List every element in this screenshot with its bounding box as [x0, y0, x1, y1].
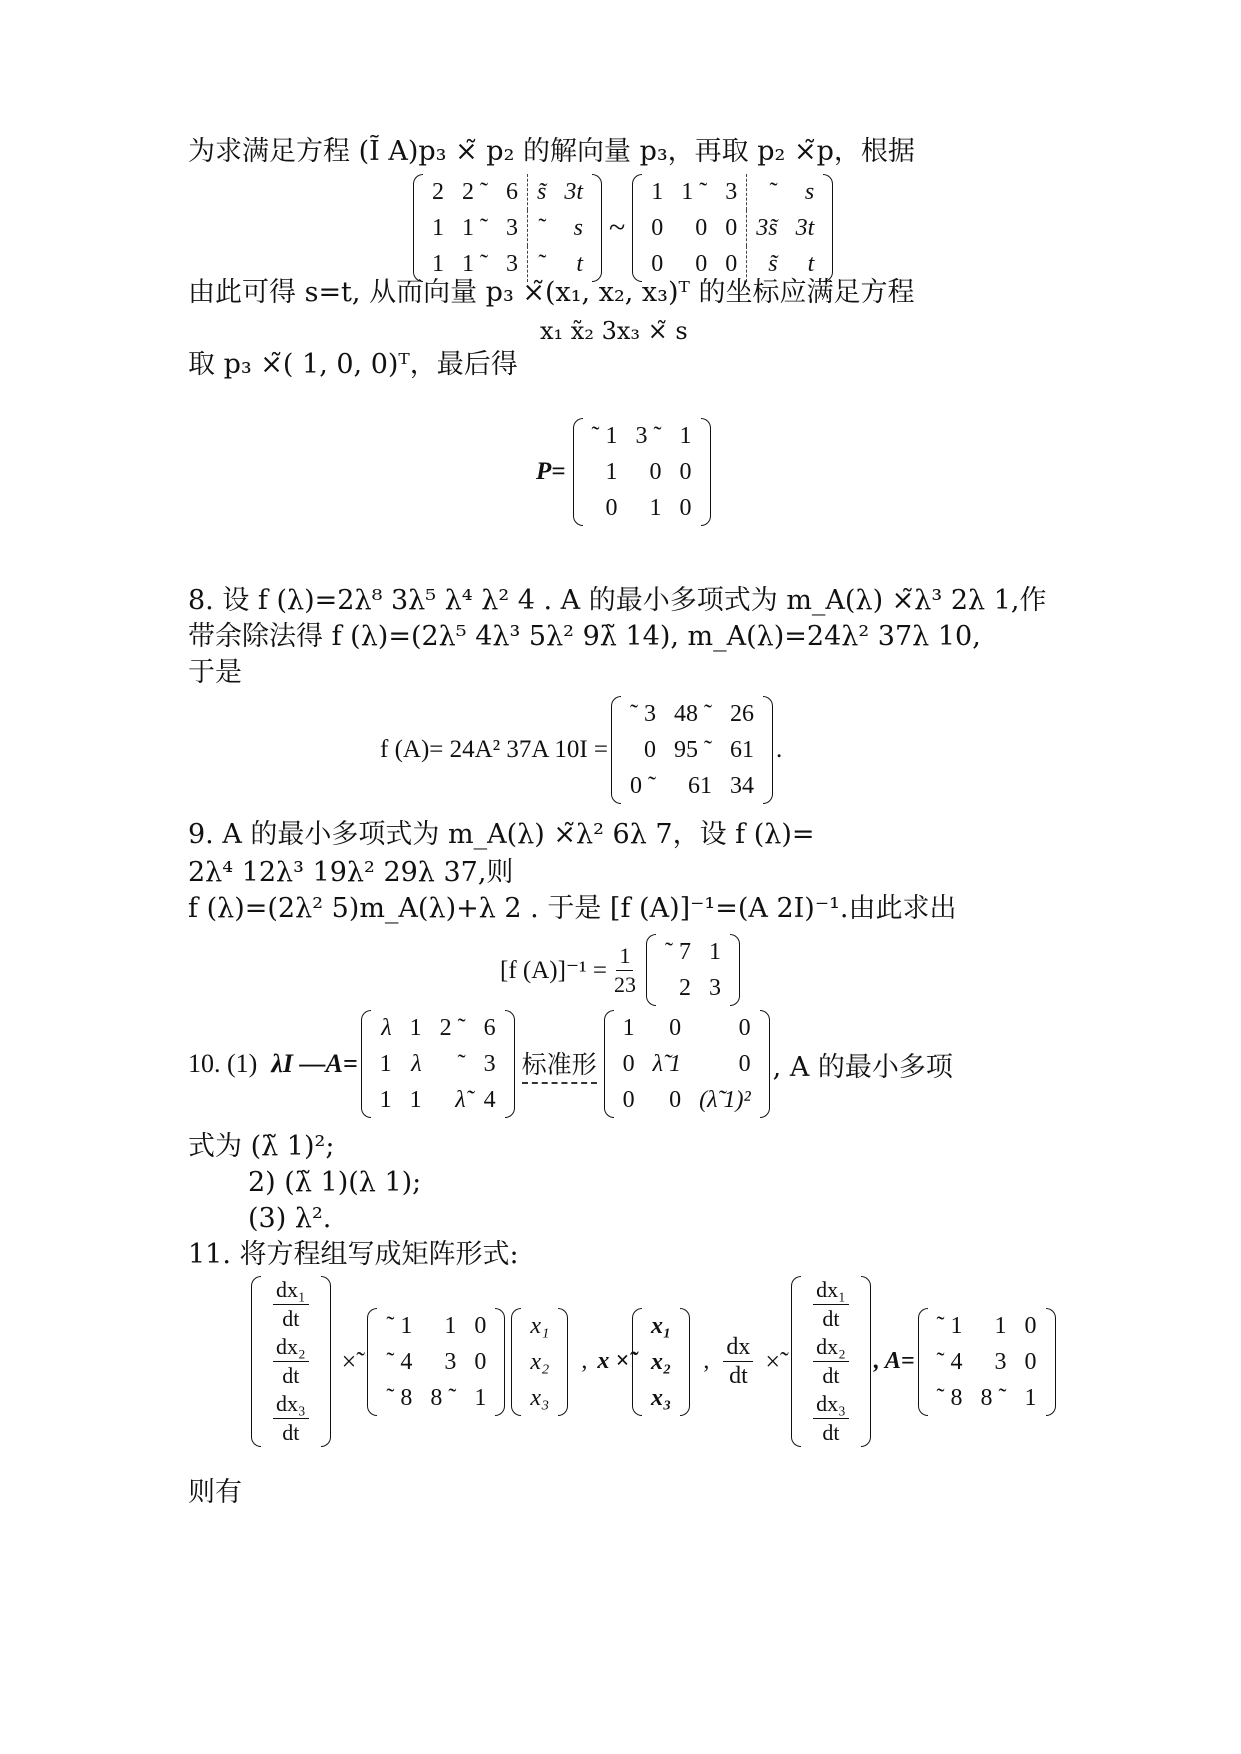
matrix-cell: 1 [432, 215, 444, 241]
matrix-row [371, 1082, 505, 1118]
matrix-cell: 6 [506, 179, 518, 205]
matrix-row [423, 210, 592, 246]
matrix-cell: ˜ [528, 210, 556, 246]
text-line: 11. 将方程组写成矩阵形式: [188, 1239, 519, 1270]
text-line: 于是 [188, 657, 242, 688]
matrix-cell: 26 [730, 701, 755, 727]
matrix-cell: 0 [1024, 1312, 1037, 1339]
matrix-cell: 3 [725, 179, 738, 205]
matrix-cell: s̃ [528, 174, 556, 210]
matrix-cell: 61 [730, 737, 755, 763]
matrix-cell: 2 [432, 179, 444, 205]
matrix-row [621, 768, 763, 804]
matrix-cell: 0 [474, 1348, 487, 1375]
matrix-cell: x₃ [530, 1384, 550, 1411]
matrix-table [371, 1010, 505, 1118]
matrix-table [423, 174, 592, 282]
matrix-cell: 1 [379, 1087, 392, 1113]
matrix-cell: ˜ 8 [386, 1384, 413, 1411]
matrix-cell: ˜ 8 [936, 1384, 963, 1411]
matrix-row [377, 1344, 495, 1380]
matrix-cell: 95 ˜ [674, 737, 713, 763]
matrix-cell: 8 ˜ [980, 1384, 1007, 1411]
matrix-cell: 1 [409, 1087, 422, 1113]
matrix-cell: s̃ [747, 246, 787, 282]
matrix-cell: 0 [679, 459, 692, 485]
matrix-row [583, 490, 701, 526]
matrix-row [928, 1380, 1046, 1416]
matrix-cell: 1 ˜ [462, 215, 488, 241]
matrix-cell: 1 [432, 251, 444, 277]
text-line: f (λ)=(2λ² 5)m_A(λ)+λ 2 . 于是 [f (A)]⁻¹=(A 2I)⁻¹.由此求出 [188, 893, 957, 924]
text-line: 2) (λ̃ 1)(λ 1); [248, 1167, 422, 1198]
matrix-table [614, 1010, 760, 1118]
matrix-cell: 0 [474, 1312, 487, 1339]
text-line: 式为 (λ̃ 1)²; [188, 1131, 335, 1162]
matrix-cell: (λ̃ 1)² [699, 1087, 751, 1113]
standard-form-label: 标准形 [522, 1045, 597, 1084]
matrix-row [642, 1344, 680, 1380]
matrix-cell: ˜ 4 [936, 1348, 963, 1375]
matrix-cell: 1 [708, 939, 721, 965]
matrix-cell: 1 [651, 179, 664, 205]
matrix-row [521, 1380, 558, 1416]
similar-symbol: ~ [609, 211, 626, 244]
matrix-cell: 3 ˜ [635, 423, 662, 449]
matrix-cell: s [804, 179, 815, 205]
matrix-cell: 4 [483, 1087, 496, 1113]
matrix-table [928, 1308, 1046, 1416]
matrix-row [642, 1380, 680, 1416]
matrix-cell: x₂ [651, 1348, 672, 1375]
matrix-row [521, 1308, 558, 1344]
matrix-row [371, 1010, 505, 1046]
matrix-table [377, 1308, 495, 1416]
matrix-cell: 3 [506, 215, 518, 241]
matrix-cell: 1 ˜ [462, 251, 488, 277]
matrix-cell: 3 [506, 251, 518, 277]
matrix-row [642, 1308, 680, 1344]
matrix-row [928, 1344, 1046, 1380]
matrix-table [642, 1308, 680, 1416]
matrix-p [536, 418, 714, 526]
matrix-cell: λ̃ 1 [652, 1051, 682, 1077]
matrix-row [928, 1308, 1046, 1344]
matrix-cell: 1 [622, 1015, 635, 1041]
matrix-cell: s [573, 215, 584, 241]
matrix-cell: 0 [669, 1087, 682, 1113]
matrix-cell: 0 [644, 737, 657, 763]
augmented-matrix-left [413, 174, 602, 282]
matrix-cell: 1 [679, 423, 692, 449]
matrix-cell: ˜ 1 [386, 1312, 413, 1339]
matrix-row [377, 1380, 495, 1416]
matrix-table [521, 1308, 558, 1416]
matrix-cell: λ [381, 1015, 392, 1041]
augmented-matrix-right [632, 174, 833, 282]
lambda-matrix-equation [188, 1010, 953, 1118]
matrix-cell: ˜ 1 [936, 1312, 963, 1339]
matrix-cell: 3 [708, 975, 721, 1001]
matrix-cell: 1 [1024, 1384, 1037, 1411]
matrix-cell: t [576, 251, 584, 277]
matrix-cell: 3 [444, 1348, 457, 1375]
inverse-equation [500, 934, 743, 1006]
matrix-row [583, 454, 701, 490]
matrix-cell: 3s̃ [747, 210, 787, 246]
matrix-cell: 1 [444, 1312, 457, 1339]
matrix-cell: ˜ 7 [664, 939, 691, 965]
matrix-cell: 1 [994, 1312, 1007, 1339]
equation-line: x₁ x̃₂ 3x₃ ×̃ s [540, 317, 688, 345]
matrix-cell: 0 [622, 1087, 635, 1113]
matrix-row [656, 970, 730, 1006]
matrix-cell: 0 [679, 495, 692, 521]
matrix-cell: 3t [795, 215, 815, 241]
matrix-cell: 0 [738, 1015, 751, 1041]
matrix-cell: ˜ 3 [630, 701, 657, 727]
matrix-cell: ˜ 1 [591, 423, 618, 449]
item-number: 10. (1) [188, 1049, 258, 1078]
matrix-cell: 2 ˜ [439, 1015, 466, 1041]
matrix-cell: 0 [622, 1051, 635, 1077]
matrix-row [614, 1082, 760, 1118]
matrix-row [656, 934, 730, 970]
matrix-cell: 0 [725, 251, 738, 277]
fraction: $\frac{1}{23}$ [613, 942, 636, 997]
matrix-cell: 0 [725, 215, 738, 241]
matrix-row [583, 418, 701, 454]
matrix-cell: 0 [651, 251, 664, 277]
matrix-cell: 0 [738, 1051, 751, 1077]
matrix-p-label: P= [536, 458, 566, 485]
matrix-cell: 1 ˜ [681, 179, 708, 205]
matrix-cell: x₁ [530, 1312, 550, 1339]
matrix-table [656, 934, 730, 1006]
matrix-cell: 1 [605, 459, 618, 485]
matrix-row [614, 1046, 760, 1082]
inverse-lhs: [f (A)]⁻¹ = [500, 957, 607, 984]
matrix-cell: λ [411, 1051, 422, 1077]
matrix-cell: 0 [651, 215, 664, 241]
matrix-cell: 1 [474, 1384, 487, 1411]
matrix-row [371, 1046, 505, 1082]
lambda-matrix-lhs: λI —A= [271, 1049, 358, 1078]
matrix-cell: ˜ [528, 246, 556, 282]
matrix-cell: x₁ [651, 1312, 672, 1339]
matrix-row [642, 174, 823, 210]
matrix-table [642, 174, 823, 282]
matrix-cell: x₃ [651, 1384, 672, 1411]
matrix-cell: 48 ˜ [674, 701, 713, 727]
matrix-cell: 3 [483, 1051, 496, 1077]
matrix-row [621, 732, 763, 768]
matrix-row [423, 174, 592, 210]
matrix-row [521, 1344, 558, 1380]
derivative-vector: $\frac{\text{dx₁}}{dt}$ $\frac{\text{dx₂}}{dt}$ $\frac{\text{dx₃}}{dt}$ [251, 1276, 331, 1447]
matrix-cell: t [807, 251, 815, 277]
text-line: 8. 设 f (λ)=2λ⁸ 3λ⁵ λ⁴ λ² 4 . A 的最小多项式为 m_A(λ) ×̃λ³ 2λ 1,作 [188, 585, 1047, 616]
matrix-cell: 0 [1024, 1348, 1037, 1375]
matrix-cell: λ̃ [455, 1087, 466, 1113]
matrix-row [642, 210, 823, 246]
f-of-a-lhs: f (A)= 24A² 37A 10I = [380, 736, 609, 763]
matrix-cell: 0 [649, 459, 662, 485]
matrix-cell: 1 [379, 1051, 392, 1077]
text-line: 9. A 的最小多项式为 m_A(λ) ×̃λ² 6λ 7，设 f (λ)= [188, 819, 815, 850]
text-line: 2λ⁴ 12λ³ 19λ² 29λ 37,则 [188, 857, 514, 888]
matrix-table [621, 696, 763, 804]
text-line: 则有 [188, 1477, 242, 1508]
matrix-cell: 6 [483, 1015, 496, 1041]
minimal-poly-text: , A 的最小多项 [772, 1051, 953, 1083]
matrix-cell: ˜ [457, 1051, 466, 1077]
matrix-cell: 0 [605, 495, 618, 521]
text-line: 取 p₃ ×̃( 1, 0, 0)ᵀ，最后得 [188, 349, 518, 380]
matrix-cell: 0 [695, 251, 708, 277]
text-line: 带余除法得 f (λ)=(2λ⁵ 4λ³ 5λ² 9λ̃ 14), m_A(λ)=24λ² 37λ 10, [188, 621, 981, 652]
f-of-a-equation: f (A)= 24A² 37A 10I = ˜ 3 48 ˜ 26 0 95 ˜ 61 0 ˜ 61 34 . [380, 696, 782, 804]
matrix-cell: 3 [994, 1348, 1007, 1375]
matrix-cell: 1 [409, 1015, 422, 1041]
matrix-table [583, 418, 701, 526]
matrix-cell: 61 [688, 773, 713, 799]
augmented-matrix-reduction [410, 174, 836, 282]
matrix-cell: 0 ˜ [630, 773, 657, 799]
text-line: 为求满足方程 (Ĩ A)p₃ ×̃ p₂ 的解向量 p₃，再取 p₂ ×̃p，根据 [188, 136, 915, 167]
matrix-cell: 8 ˜ [430, 1384, 457, 1411]
matrix-cell: 34 [730, 773, 755, 799]
matrix-cell: 3t [564, 179, 584, 205]
matrix-cell: x₂ [530, 1348, 550, 1375]
matrix-row [621, 696, 763, 732]
matrix-cell: 2 ˜ [462, 179, 488, 205]
text-line: 由此可得 s=t, 从而向量 p₃ ×̃(x₁, x₂, x₃)ᵀ 的坐标应满足方程 [188, 277, 915, 308]
matrix-cell: 0 [695, 215, 708, 241]
matrix-cell: 2 [678, 975, 691, 1001]
matrix-row [377, 1308, 495, 1344]
matrix-cell: 0 [669, 1015, 682, 1041]
text-line: (3) λ². [248, 1203, 332, 1234]
matrix-cell: ˜ [747, 174, 787, 210]
matrix-row [614, 1010, 760, 1046]
ode-system: $\frac{\text{dx₁}}{dt}$ $\frac{\text{dx₂}}{dt}$ $\frac{\text{dx₃}}{dt}$ ×̃ ˜ 1 1 0 ˜ 4 3 0 ˜ 8 8 ˜ 1 x₁ x₂ x₃ , x ×̃ x₁ x₂ x₃ , $\frac{dx}{dt}$ ×̃ $\frac{\text{dx₁}}{dt}$ $\frac{\text{dx₂}}{dt}$ $\frac{\text{dx₃}}{dt}$ , A= ˜ 1 1 0 ˜ 4 3 0 ˜ 8 8 ˜ 1 [248, 1276, 1059, 1447]
matrix-cell: ˜ 4 [386, 1348, 413, 1375]
matrix-cell: 1 [649, 495, 662, 521]
